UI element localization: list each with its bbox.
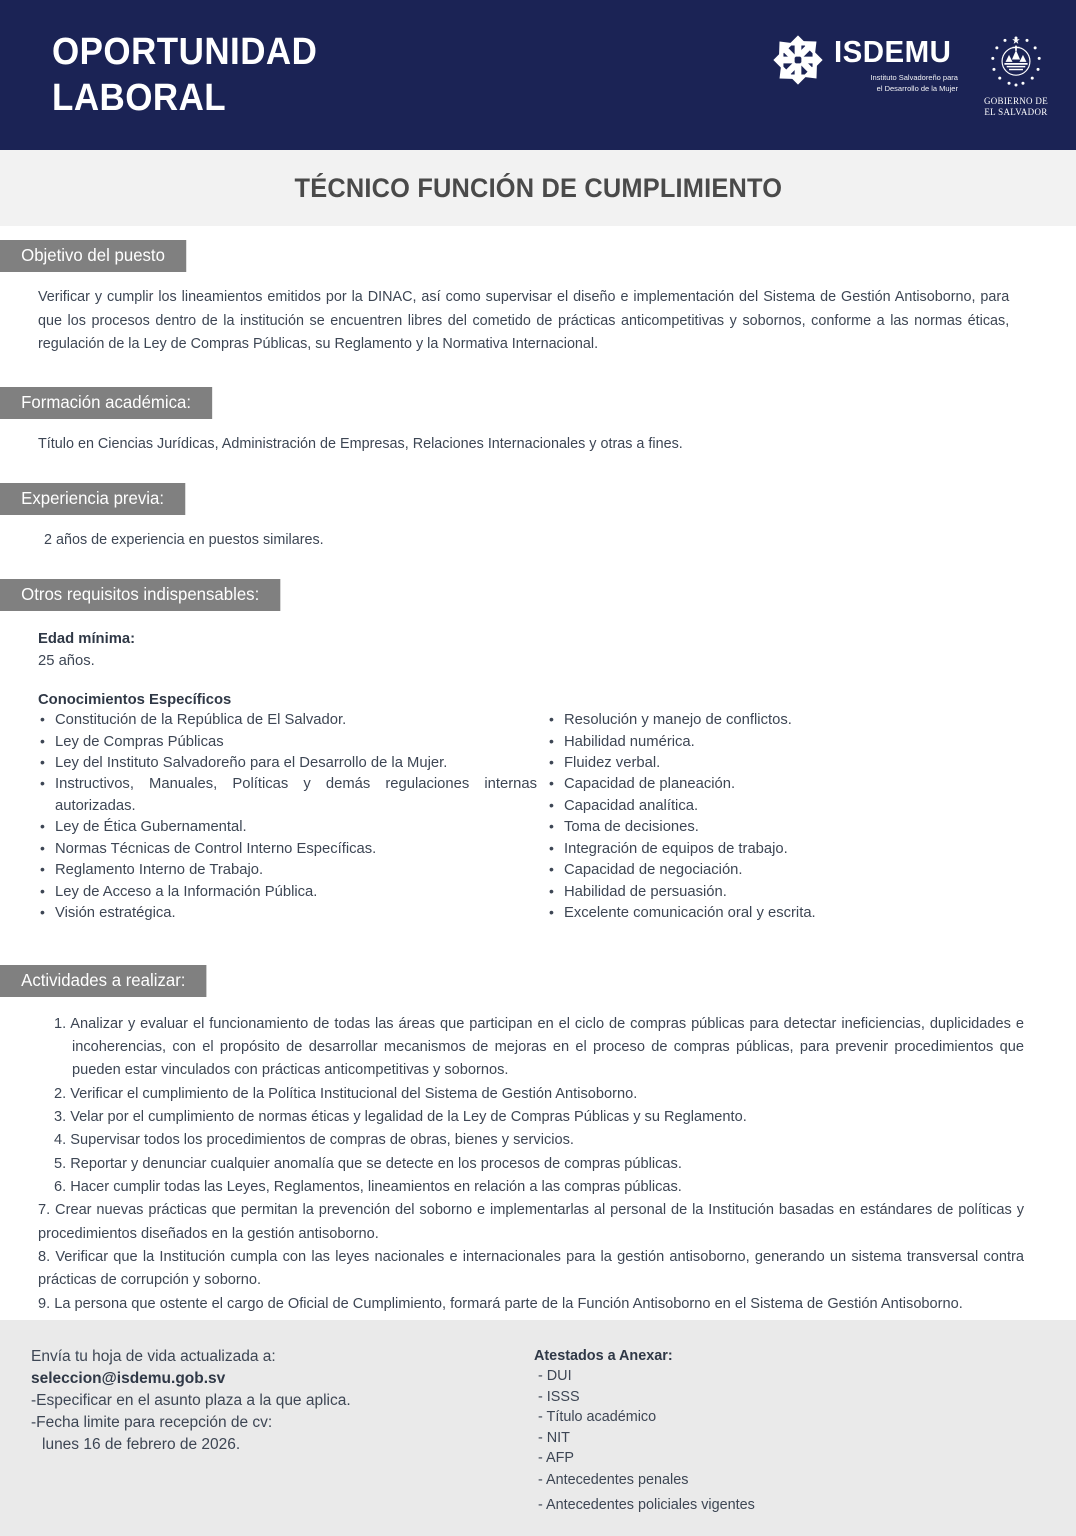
isdemu-logo: [770, 32, 958, 95]
list-item: • Capacidad de planeación.: [547, 774, 1043, 795]
section-label-actividades: Actividades a realizar:: [0, 965, 207, 997]
conocimientos-column-right: [543, 710, 1043, 925]
job-title: TÉCNICO FUNCIÓN DE CUMPLIMIENTO: [294, 172, 782, 203]
actividad-item: 6. Hacer cumplir todas las Leyes, Reglamentos, lineamientos en relación a las compras públicas.: [54, 1179, 682, 1196]
actividad-item: 4. Supervisar todos los procedimientos de compras de obras, bienes y servicios.: [54, 1132, 574, 1149]
list-item: • Fluidez verbal.: [547, 753, 1043, 774]
gobierno-text: [984, 96, 1048, 119]
annex-item: - Antecedentes penales: [538, 1472, 689, 1489]
job-title-band: [0, 150, 1076, 226]
actividad-item: 1. Analizar y evaluar el funcionamiento de todas las áreas que participan en el ciclo de compras públicas para detectar ineficiencias, duplicidades e incoherencias, con el propósito de desarrollar mecanismos de mejoras en el proceso de compras públicas, para prevenir procedimientos que pueden estar vinculados con prácticas anticompetitivas y sobornos.: [54, 1015, 1024, 1079]
conocimientos-list-right: [547, 710, 1043, 925]
page-title-line-1: OPORTUNIDAD: [52, 30, 318, 73]
list-item: • Integración de equipos de trabajo.: [547, 839, 1043, 860]
section-label-experiencia: Experiencia previa:: [0, 483, 185, 515]
main-content: [0, 226, 1076, 1316]
conocimientos-column-left: [38, 710, 543, 925]
list-item: • Reglamento Interno de Trabajo.: [38, 860, 543, 881]
conocimientos-list-left: [38, 710, 543, 925]
footer-email[interactable]: seleccion@isdemu.gob.sv: [31, 1370, 226, 1387]
list-item: • Capacidad analítica.: [547, 796, 1043, 817]
section-actividades-header: [0, 965, 1076, 997]
gobierno-line-2: EL SALVADOR: [984, 107, 1048, 118]
list-item: • Instructivos, Manuales, Políticas y demás regulaciones internas autorizadas.: [38, 774, 543, 817]
conocimientos-columns: [38, 710, 1076, 925]
annex-item: - AFP: [538, 1449, 574, 1466]
list-item: • Habilidad de persuasión.: [547, 882, 1043, 903]
list-item: • Ley de Compras Públicas: [38, 732, 543, 753]
gobierno-line-1: GOBIERNO DE: [983, 96, 1048, 106]
section-actividades: [0, 965, 1076, 1316]
annex-item: - Antecedentes policiales vigentes: [538, 1497, 755, 1514]
isdemu-tagline-line-2: el Desarrollo de la Mujer: [876, 83, 958, 93]
gobierno-logo: [984, 32, 1048, 119]
actividades-list: [38, 1013, 1024, 1316]
list-item: • Toma de decisiones.: [547, 817, 1043, 838]
list-item: • Ley de Acceso a la Información Pública.: [38, 882, 543, 903]
footer-apply-block: [0, 1346, 520, 1536]
annex-title: Atestados a Anexar:: [534, 1348, 673, 1364]
list-item: • Ley del Instituto Salvadoreño para el Desarrollo de la Mujer.: [38, 753, 543, 774]
list-item: • Resolución y manejo de conflictos.: [547, 710, 1043, 731]
actividad-item: 8. Verificar que la Institución cumpla con las leyes nacionales e internacionales para la gestión antisoborno, generando un sistema transversal contra prácticas de corrupción y soborno.: [38, 1249, 1024, 1289]
footer-annex-block: [520, 1346, 755, 1536]
footer-deadline-date: lunes 16 de febrero de 2026.: [42, 1436, 241, 1453]
actividad-item: 7. Crear nuevas prácticas que permitan la prevención del soborno e implementarlas al personal de la Institución basadas en estándares de políticas y procedimientos diseñados en la gestión antisoborno.: [38, 1202, 1024, 1242]
page-title: [52, 29, 317, 122]
footer-send-label: Envía tu hoja de vida actualizada a:: [31, 1348, 276, 1365]
section-objetivo: [0, 240, 1076, 272]
annex-item: - ISSS: [538, 1388, 580, 1405]
formacion-text: Título en Ciencias Jurídicas, Administración de Empresas, Relaciones Internacionales y otras a fines.: [38, 435, 683, 452]
actividad-item: 2. Verificar el cumplimiento de la Política Institucional del Sistema de Gestión Antisoborno.: [54, 1085, 638, 1102]
footer-note-deadline-label: -Fecha limite para recepción de cv:: [31, 1414, 273, 1431]
list-item: • Constitución de la República de El Salvador.: [38, 710, 543, 731]
section-formacion: [0, 387, 1076, 419]
edad-minima-label: Edad mínima:: [38, 631, 136, 648]
list-item: • Normas Técnicas de Control Interno Específicas.: [38, 839, 543, 860]
el-salvador-seal-icon: [986, 34, 1046, 92]
page-footer: [0, 1320, 1076, 1536]
page-title-line-2: LABORAL: [52, 77, 227, 119]
list-item: • Ley de Ética Gubernamental.: [38, 817, 543, 838]
header-logos: [770, 32, 1048, 119]
page-header: [0, 0, 1076, 150]
list-item: • Excelente comunicación oral y escrita.: [547, 903, 1043, 924]
section-label-otros-requisitos: Otros requisitos indispensables:: [0, 579, 280, 611]
list-item: • Visión estratégica.: [38, 903, 543, 924]
isdemu-tagline: [834, 73, 958, 95]
actividad-item: 5. Reportar y denunciar cualquier anomalía que se detecte en los procesos de compras públicas.: [54, 1155, 682, 1172]
pinwheel-icon: [770, 32, 826, 88]
actividad-item: 3. Velar por el cumplimiento de normas éticas y legalidad de la Ley de Compras Públicas y su Reglamento.: [54, 1109, 747, 1126]
section-label-formacion: Formación académica:: [0, 387, 212, 419]
experiencia-text: 2 años de experiencia en puestos similares.: [44, 531, 324, 548]
annex-item: - NIT: [538, 1429, 570, 1446]
list-item: • Capacidad de negociación.: [547, 860, 1043, 881]
annex-item: - Título académico: [538, 1409, 657, 1426]
section-otros-requisitos: [0, 579, 1076, 611]
conocimientos-title: Conocimientos Específicos: [38, 692, 232, 709]
requisitos-block: [38, 629, 1076, 924]
footer-note-subject: -Especificar en el asunto plaza a la que aplica.: [31, 1392, 351, 1409]
annex-item: - DUI: [538, 1368, 572, 1385]
isdemu-wordmark: ISDEMU: [834, 34, 952, 69]
section-experiencia: [0, 483, 1076, 515]
edad-minima-value: 25 años.: [38, 652, 95, 669]
isdemu-text-block: [834, 32, 958, 95]
section-label-objetivo: Objetivo del puesto: [0, 240, 186, 272]
list-item: • Habilidad numérica.: [547, 732, 1043, 753]
objetivo-text: Verificar y cumplir los lineamientos emitidos por la DINAC, así como supervisar el diseño e implementación del Sistema de Gestión Antisoborno, para que los procesos dentro de la institución se encuentren libres del cometido de prácticas anticompetitivas y sobornos, conforme a las normas éticas, regulación de la Ley de Compras Públicas, su Reglamento y la Normativa Internacional.: [38, 289, 1010, 353]
isdemu-tagline-line-1: Instituto Salvadoreño para: [870, 73, 958, 82]
actividad-item: 9. La persona que ostente el cargo de Oficial de Cumplimiento, formará parte de la Función Antisoborno en el Sistema de Gestión Antisoborno.: [38, 1295, 963, 1312]
